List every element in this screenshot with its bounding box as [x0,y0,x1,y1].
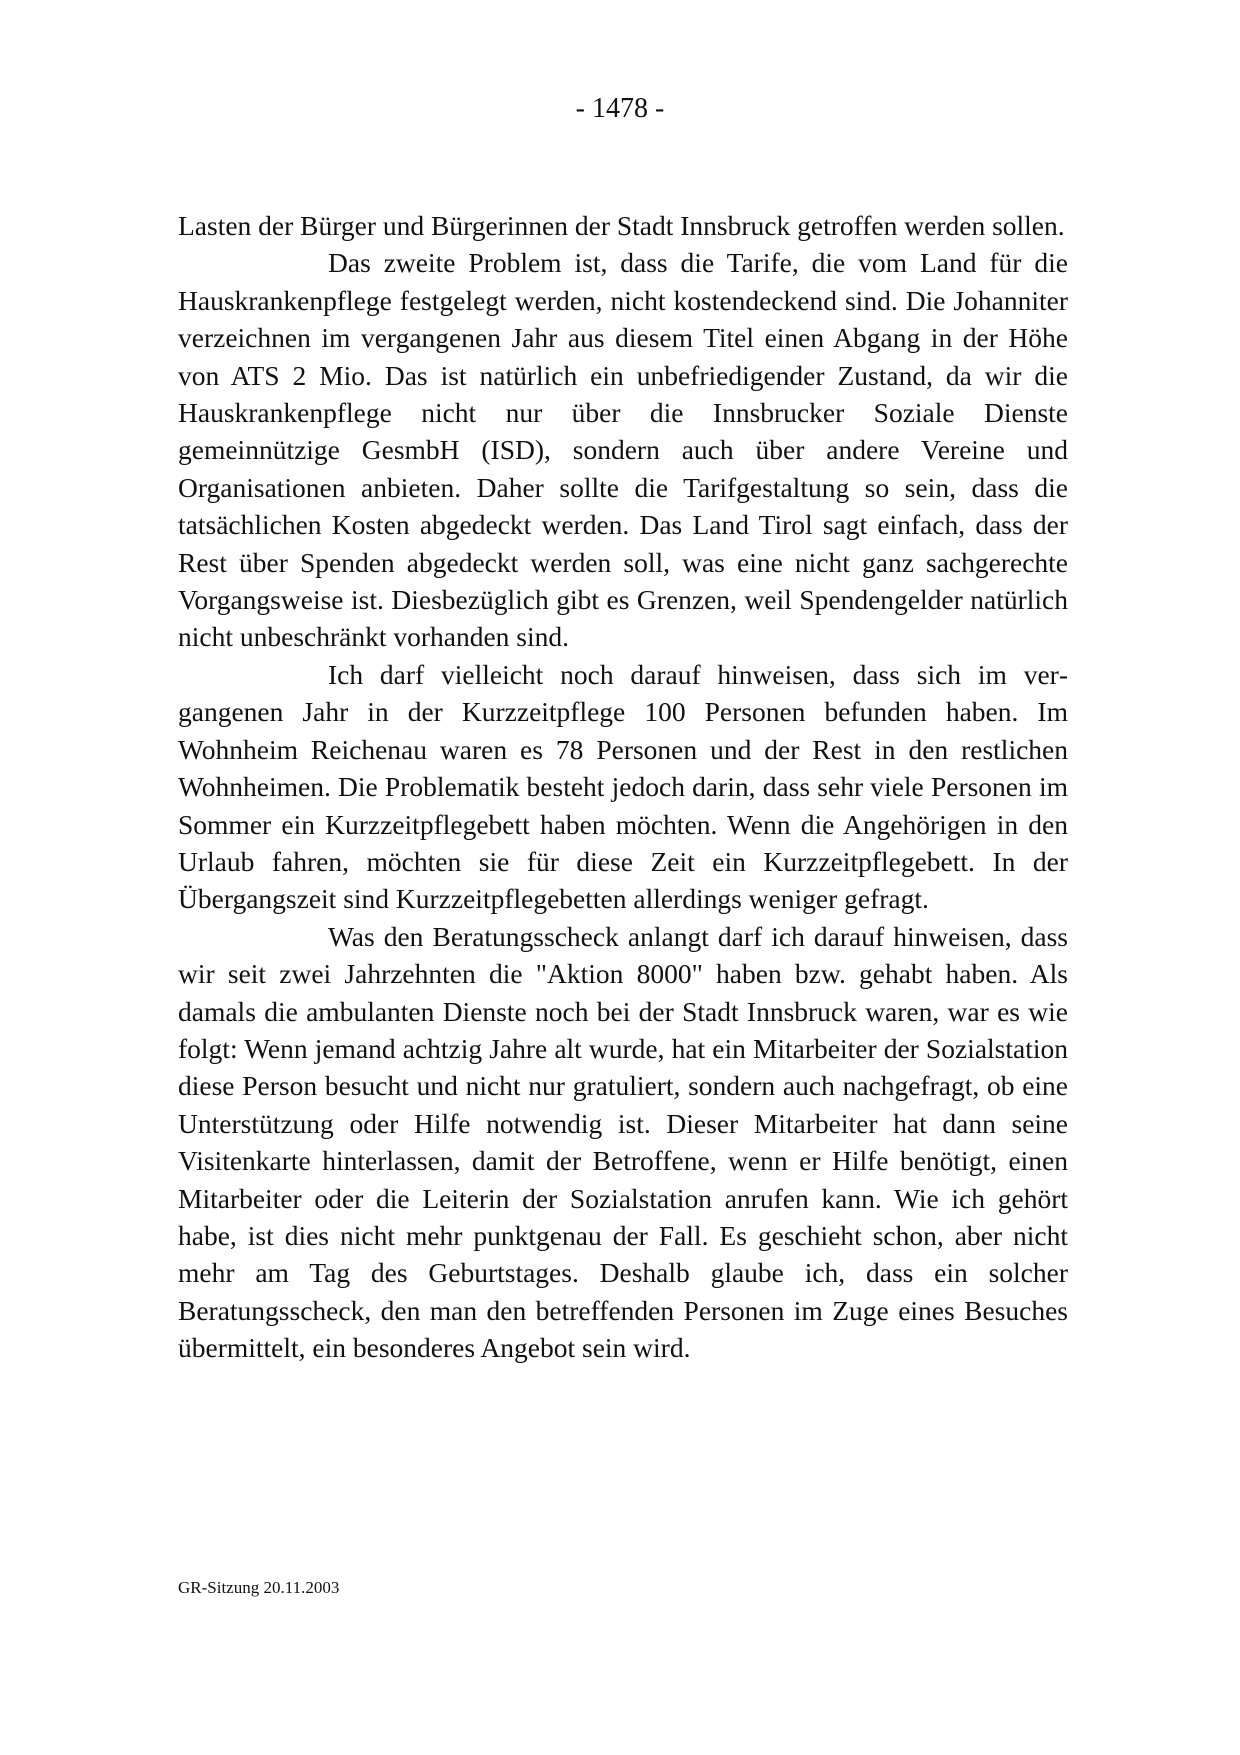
paragraph-continuation: Lasten der Bürger und Bürgerinnen der Stadt Innsbruck getroffen werden sollen. [178,210,1065,241]
paragraph-beratungsscheck: Was den Beratungsscheck anlangt darf ich darauf hinweisen, dass wir seit zwei Jahrzehnten die "Aktion 8000" haben bzw. gehabt haben. Als damals die ambulanten Dienste noch bei der Stadt Innsbruck waren, war es wie folgt: Wenn jemand achtzig Jahre alt wurde, hat ein Mitarbeiter der Sozialstation diese Person besucht und nicht nur gratuliert, sondern auch nachgefragt, ob eine Unterstützung oder Hilfe notwendig ist. Dieser Mitarbeiter hat dann seine Visitenkarte hinterlassen, damit der Betroffene, wenn er Hilfe benötigt, einen Mitarbeiter oder die Leiterin der Sozialstation anrufen kann. Wie ich gehört habe, ist dies nicht mehr punktgenau der Fall. Es geschieht schon, aber nicht mehr am Tag des Geburtstages. Deshalb glaube ich, dass ein solcher Beratungsscheck, den man den betreffenden Personen im Zuge eines Besuches übermittelt, ein besonderes Angebot sein wird. [178,920,1068,1364]
footer-session-label: GR-Sitzung 20.11.2003 [178,1578,340,1597]
page-number: - 1478 - [575,93,665,124]
paragraph-kurzzeitpflege: Ich darf vielleicht noch darauf hinweisen, dass sich im vergangenen Jahr in der Kurzzeitpflege 100 Personen befunden haben. Im Wohnheim Reichenau waren es 78 Personen und der Rest in den restlichen Wohnheimen. Die Problematik besteht jedoch darin, dass sehr viele Personen im Sommer ein Kurzzeitpflegebett haben möchten. Wenn die Angehörigen in den Urlaub fahren, möchten sie für diese Zeit ein Kurzzeitpflegebett. In der Übergangszeit sind Kurzzeitpflegebetten allerdings weniger gefragt. [178,658,1068,915]
paragraph-tarife: Das zweite Problem ist, dass die Tarife, die vom Land für die Hauskrankenpflege festgelegt werden, nicht kostendeckend sind. Die Johanniter verzeichnen im vergangenen Jahr aus diesem Titel einen Abgang in der Höhe von ATS 2 Mio. Das ist natürlich ein unbefriedigender Zustand, da wir die Hauskrankenpflege nicht nur über die Innsbrucker Soziale Dienste gemeinnützige GesmbH (ISD), sondern auch über andere Vereine und Organisationen anbieten. Daher sollte die Tarifgestaltung so sein, dass die tatsächlichen Kosten abgedeckt werden. Das Land Tirol sagt einfach, dass der Rest über Spenden abgedeckt werden soll, was eine nicht ganz sachgerechte Vorgangsweise ist. Diesbezüglich gibt es Grenzen, weil Spendengelder natürlich nicht unbeschränkt vorhanden sind. [178,247,1068,653]
document-body [178,207,1068,1367]
